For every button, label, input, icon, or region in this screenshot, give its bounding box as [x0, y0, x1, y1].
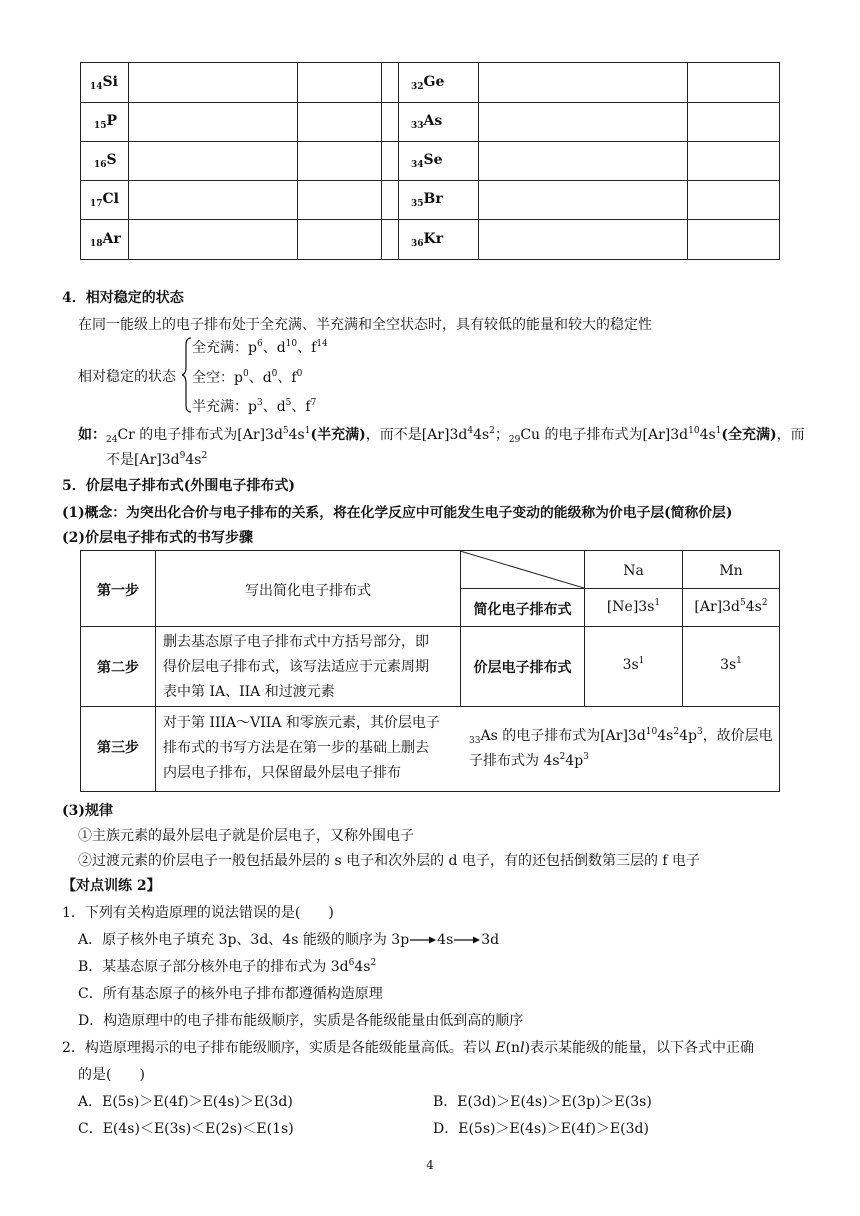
- element-cl: $_{17}$Cl: [90, 191, 119, 209]
- element-s: $_{16}$S: [94, 152, 117, 170]
- row-valence: 价层电子排布式: [473, 660, 572, 676]
- q2-option-d: D．E(5s)＞E(4s)＞E(4f)＞E(3d): [433, 1121, 649, 1137]
- section4-desc: 在同一能级上的电子排布处于全充满、半充满和全空状态时，具有较低的能量和较大的稳定性: [78, 317, 652, 333]
- steps-heading: (2)价层电子排布式的书写步骤: [62, 530, 253, 546]
- section5-heading: 5．价层电子排布式(外围电子排布式): [62, 478, 295, 494]
- element-kr: $_{36}$Kr: [411, 231, 444, 249]
- example-line-2: 不是$[Ar]3d^94s^2$: [106, 451, 208, 468]
- element-br: $_{35}$Br: [411, 191, 443, 209]
- curly-brace-icon: [182, 337, 192, 413]
- as-example-2: 子排布式为 $4s^24p^3$: [469, 752, 589, 769]
- section4-heading: 4．相对稳定的状态: [62, 290, 184, 306]
- mn-simplified: $[Ar]3d^54s^2$: [694, 598, 768, 615]
- step2-desc-1: 删去基态原子电子排布式中方括号部分，即: [163, 634, 429, 650]
- q1-option-d: D．构造原理中的电子排布能级顺序，实质是各能级能量由低到高的顺序: [78, 1013, 524, 1029]
- diagonal-divider: [460, 551, 584, 589]
- step3-desc-3: 内层电子排布，只保留最外层电子排布: [163, 765, 401, 781]
- arrow-right-icon: [453, 935, 481, 945]
- q2-stem: 2．构造原理揭示的电子排布能级顺序，实质是各能级能量高低。若以 E(nl)表示某能级的能量，以下各式中正确: [62, 1040, 755, 1056]
- arrow-right-icon: [409, 935, 437, 945]
- element-se: $_{34}$Se: [411, 152, 443, 170]
- brace-label: 相对稳定的状态: [78, 369, 176, 385]
- element-p: $_{15}$P: [94, 113, 118, 131]
- q2-option-a: A．E(5s)＞E(4f)＞E(4s)＞E(3d): [78, 1094, 293, 1110]
- empty-line: 全空：$p^0$、$d^0$、$f^0$: [192, 369, 303, 386]
- q1-stem: 1．下列有关构造原理的说法错误的是( ): [62, 905, 334, 921]
- element-ar: $_{18}$Ar: [90, 231, 121, 249]
- element-si: $_{14}$Si: [90, 74, 118, 92]
- q2-stem-line2: 的是( ): [78, 1067, 145, 1083]
- example-line-1: 如：$_{24}$Cr 的电子排布式为$[Ar]3d^54s^1$(半充满)，而不是$[Ar]3d^44s^2$；$_{29}$Cu 的电子排布式为$[Ar]3d^{10}4s^1$(全充满)，而: [78, 426, 805, 445]
- row-simplified: 简化电子排布式: [473, 602, 572, 618]
- step2-desc-3: 表中第 IA、IIA 和过渡元素: [163, 684, 335, 700]
- na-valence: $3s^1$: [622, 656, 645, 673]
- concept-line: (1)概念：为突出化合价与电子排布的关系，将在化学反应中可能发生电子变动的能级称为价电子层(简称价层): [62, 505, 733, 521]
- as-example-1: $_{33}$As 的电子排布式为$[Ar]3d^{10}4s^24p^3$，故价层电: [469, 727, 773, 746]
- training-heading: 【对点训练 2】: [62, 878, 161, 894]
- step3-desc-1: 对于第 IIIA～VIIA 和零族元素，其价层电子: [163, 715, 440, 731]
- step3-label: 第三步: [97, 740, 139, 756]
- rule-2: ②过渡元素的价层电子一般包括最外层的 s 电子和次外层的 d 电子，有的还包括倒数第三层的 f 电子: [78, 853, 701, 869]
- step2-label: 第二步: [97, 660, 139, 676]
- element-as: $_{33}$As: [411, 113, 443, 131]
- rule-1: ①主族元素的最外层电子就是价层电子，又称外围电子: [78, 828, 414, 844]
- element-ge: $_{32}$Ge: [411, 74, 445, 92]
- q1-option-c: C．所有基态原子的核外电子排布都遵循构造原理: [78, 986, 383, 1002]
- col-mn: Mn: [719, 563, 743, 579]
- valence-table: [80, 550, 780, 792]
- step1-desc: 写出简化电子排布式: [245, 583, 371, 599]
- q1-option-b: B．某基态原子部分核外电子的排布式为 $3d^64s^2$: [78, 958, 377, 975]
- element-table: [80, 62, 780, 260]
- step3-desc-2: 排布式的书写方法是在第一步的基础上删去: [163, 740, 429, 756]
- rules-heading: (3)规律: [62, 803, 113, 819]
- step1-label: 第一步: [97, 583, 139, 599]
- q2-option-c: C．E(4s)＜E(3s)＜E(2s)＜E(1s): [78, 1121, 294, 1137]
- col-na: Na: [623, 563, 644, 579]
- step2-desc-2: 得价层电子排布式，该写法适应于元素周期: [163, 659, 429, 675]
- full-filled-line: 全充满：$p^6$、$d^{10}$、$f^{14}$: [192, 339, 328, 356]
- q1-option-a: A．原子核外电子填充 3p、3d、4s 能级的顺序为 3p 4s 3d: [78, 932, 500, 948]
- mn-valence: $3s^1$: [720, 656, 742, 673]
- q2-option-b: B．E(3d)＞E(4s)＞E(3p)＞E(3s): [433, 1094, 652, 1110]
- page-number: 4: [426, 1158, 434, 1172]
- na-simplified: $[Ne]3s^1$: [606, 598, 661, 615]
- half-filled-line: 半充满：$p^3$、$d^5$、$f^7$: [192, 398, 317, 415]
